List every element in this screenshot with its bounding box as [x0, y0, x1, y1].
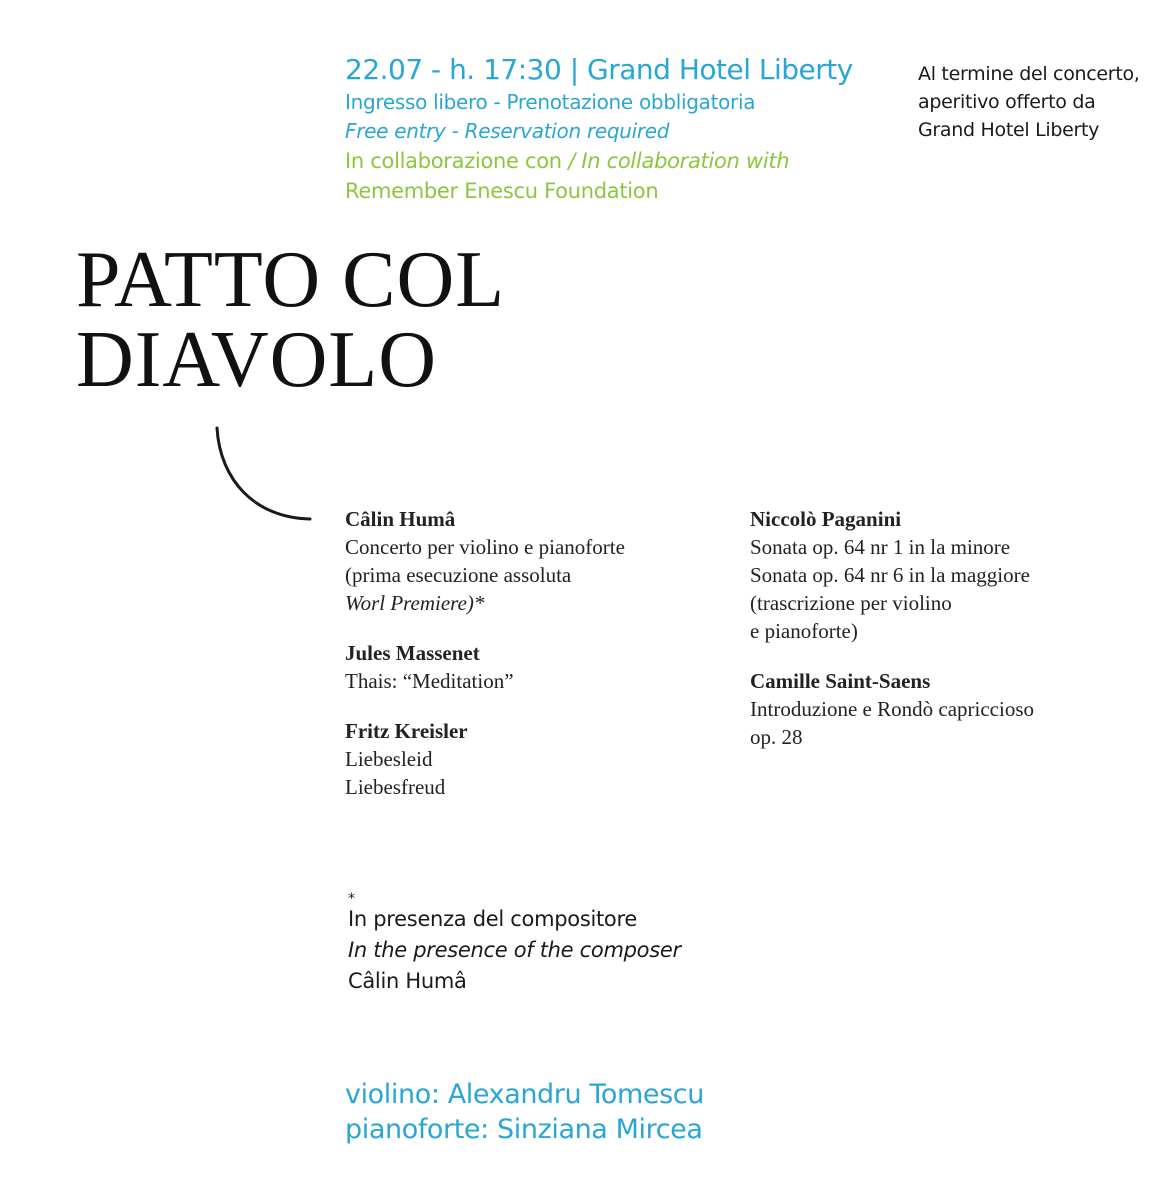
composer-name: Fritz Kreisler — [345, 719, 468, 743]
piece-title: e pianoforte) — [750, 619, 858, 643]
piece-title: Thais: “Meditation” — [345, 669, 514, 693]
piece-title: Sonata op. 64 nr 1 in la minore — [750, 535, 1011, 559]
collaboration-label-it: In collaborazione con — [345, 149, 562, 173]
piece-title: Liebesfreud — [345, 775, 446, 799]
program-column-right — [750, 505, 1150, 773]
aperitivo-line-3: Grand Hotel Liberty — [918, 119, 1100, 141]
performer-violin: violino: Alexandru Tomescu — [345, 1079, 704, 1110]
program-column-left — [345, 505, 725, 823]
aperitivo-line-1: Al termine del concerto, — [918, 63, 1140, 85]
concert-title — [76, 236, 506, 404]
composer-presence-note — [348, 892, 748, 997]
piece-title: Worl Premiere)* — [345, 591, 485, 615]
collaboration-label — [345, 146, 865, 176]
piece-title: Liebesleid — [345, 747, 433, 771]
composer-name: Jules Massenet — [345, 641, 480, 665]
piece-title: (trascrizione per violino — [750, 591, 952, 615]
note-composer: Câlin Humâ — [348, 969, 467, 993]
composer-name: Camille Saint-Saens — [750, 669, 931, 693]
concert-title-line-1: PATTO COL — [76, 236, 506, 324]
program-entry — [345, 717, 725, 801]
decorative-curve-icon — [200, 420, 320, 530]
collaboration-label-en: / In collaboration with — [568, 149, 790, 173]
performer-piano: pianoforte: Sinziana Mircea — [345, 1114, 703, 1145]
concert-title-line-2: DIAVOLO — [76, 316, 438, 404]
event-info — [345, 52, 865, 206]
footnote-marker: * — [348, 891, 355, 907]
program-entry — [750, 667, 1150, 751]
performers — [345, 1077, 704, 1147]
entry-info-en: Free entry - Reservation required — [345, 119, 670, 143]
composer-name: Niccolò Paganini — [750, 507, 902, 531]
composer-name: Câlin Humâ — [345, 507, 456, 531]
aperitivo-note — [918, 60, 1168, 144]
aperitivo-line-2: aperitivo offerto da — [918, 91, 1096, 113]
entry-info-it: Ingresso libero - Prenotazione obbligatoria — [345, 90, 756, 114]
event-date-venue: 22.07 - h. 17:30 | Grand Hotel Liberty — [345, 53, 853, 86]
piece-title: Sonata op. 64 nr 6 in la maggiore — [750, 563, 1030, 587]
program-entry — [750, 505, 1150, 645]
note-line-en: In the presence of the composer — [348, 938, 681, 962]
piece-title: Concerto per violino e pianoforte — [345, 535, 625, 559]
piece-title: (prima esecuzione assoluta — [345, 563, 572, 587]
piece-title: Introduzione e Rondò capriccioso — [750, 697, 1034, 721]
note-line-it: In presenza del compositore — [348, 907, 637, 931]
piece-title: op. 28 — [750, 725, 803, 749]
program-entry — [345, 639, 725, 695]
collaboration-partner: Remember Enescu Foundation — [345, 179, 659, 203]
program-entry — [345, 505, 725, 617]
